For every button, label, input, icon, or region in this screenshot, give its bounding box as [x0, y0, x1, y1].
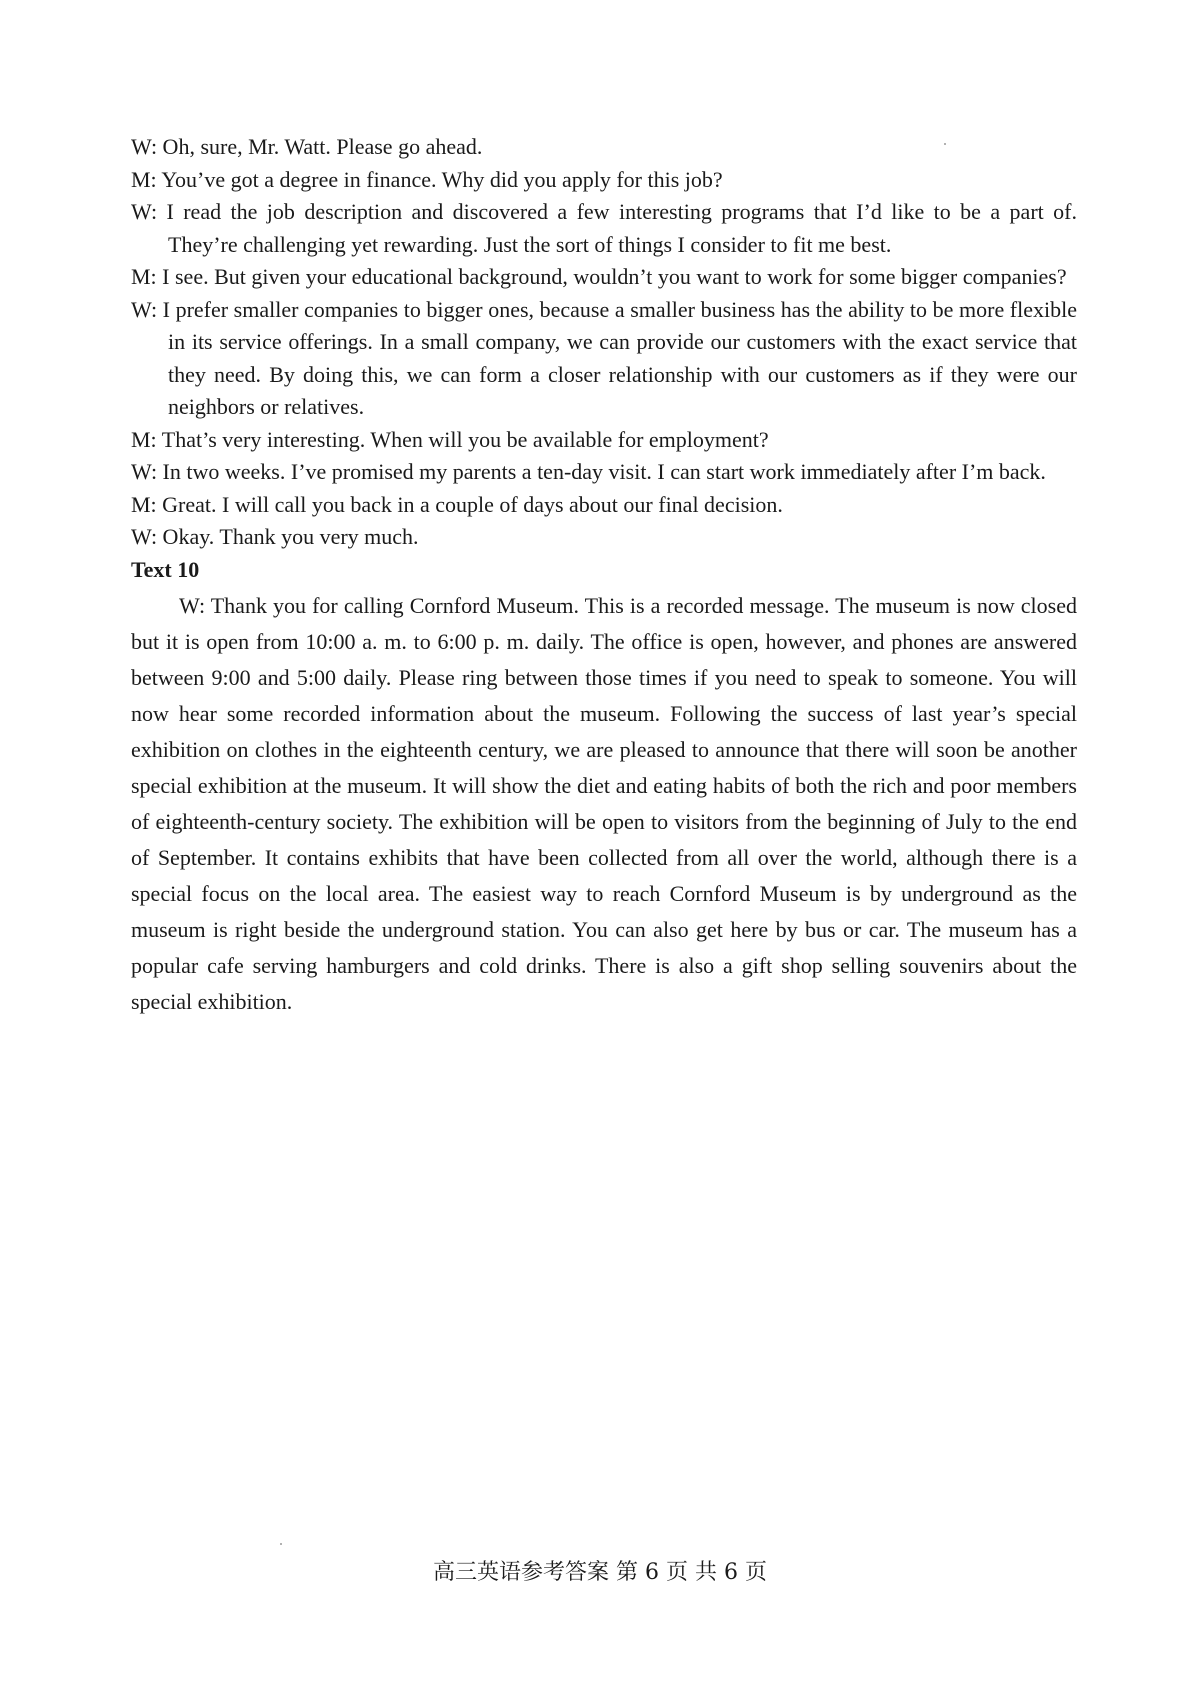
section-passage: W: Thank you for calling Cornford Museum. This is a recorded message. The museum is now closed but it is open from 10:00 a. m. to 6:00 p. m. daily. The office is open, however, and phones are answered between 9:00 and 5:00 daily. Please ring between those times if you need to speak to someone. You will now hear some recorded information about the museum. Following the success of last year’s special exhibition on clothes in the eighteenth century, we are pleased to announce that there will soon be another special exhibition at the museum. It will show the diet and eating habits of both the rich and poor members of eighteenth-century society. The exhibition will be open to visitors from the beginning of July to the end of September. It contains exhibits that have been collected from all over the world, although there is a special focus on the local area. The easiest way to reach Cornford Museum is by underground as the museum is right beside the underground station. You can also get here by bus or car. The museum has a popular cafe serving hamburgers and cold drinks. There is also a gift shop selling souvenirs about the special exhibition.: [131, 592, 1077, 1014]
dialogue-line: W: I read the job description and discovered a few interesting programs that I’d like to be a part of. They’re challenging yet rewarding. Just the sort of things I consider to fit me best.: [131, 199, 1077, 257]
dialogue-transcript: [131, 131, 1077, 554]
dialogue-line: W: I prefer smaller companies to bigger ones, because a smaller business has the ability to be more flexible in its service offerings. In a small company, we can provide our customers with the exact service that they need. By doing this, we can form a closer relationship with our customers as if they were our neighbors or relatives.: [131, 296, 1077, 419]
dialogue-line: W: Okay. Thank you very much.: [131, 524, 419, 549]
scan-speck: [280, 1543, 282, 1545]
dialogue-line: W: In two weeks. I’ve promised my parents a ten-day visit. I can start work immediately after I’m back.: [131, 459, 1046, 484]
scan-speck: [944, 143, 946, 145]
section-heading: Text 10: [131, 556, 200, 582]
page-footer: 高三英语参考答案 第 6 页 共 6 页: [433, 1560, 767, 1585]
document-page: [131, 131, 1077, 1020]
dialogue-line: M: That’s very interesting. When will you be available for employment?: [131, 426, 769, 452]
dialogue-line: W: Oh, sure, Mr. Watt. Please go ahead.: [131, 134, 483, 159]
dialogue-line: M: Great. I will call you back in a couple of days about our final decision.: [131, 491, 783, 517]
dialogue-line: M: You’ve got a degree in finance. Why did you apply for this job?: [131, 166, 723, 192]
dialogue-line: M: I see. But given your educational background, wouldn’t you want to work for some bigger companies?: [131, 264, 1067, 289]
